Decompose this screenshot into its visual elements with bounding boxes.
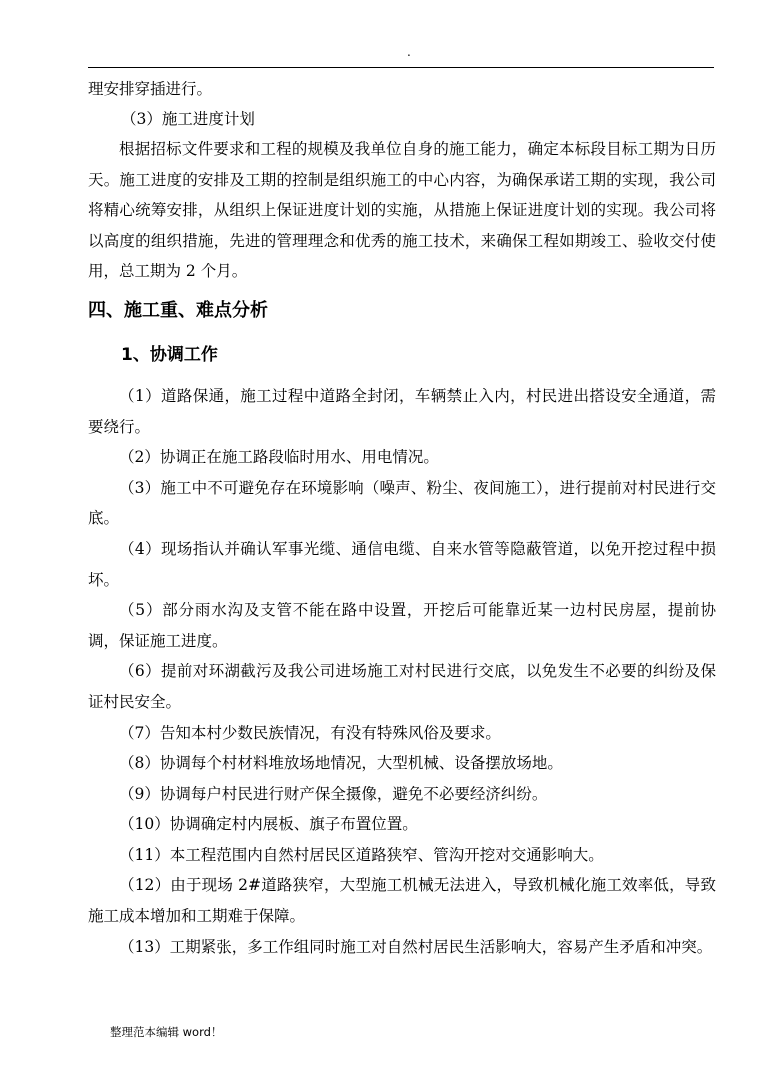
section-title: 四、施工重、难点分析 (88, 299, 268, 321)
schedule-subheading: （3）施工进度计划 (121, 110, 255, 128)
schedule-paragraph: 根据招标文件要求和工程的规模及我单位自身的施工能力，确定本标段目标工期为日历天。施工进度的安排及工期的控制是组织施工的中心内容，为确保承诺工期的实现，我公司将精心统筹安排，从组织上保证进度计划的实施，从措施上保证进度计划的实现。我公司将以高度的组织措施，先进的管理理念和优秀的施工技术，来确保工程如期竣工、验收交付使用，总工期为 2 个月。 (88, 140, 716, 281)
footer-text: 整理范本编辑 word！ (110, 1025, 223, 1039)
list-item: （9）协调每户村民进行财产保全摄像，避免不必要经济纠纷。 (119, 784, 548, 803)
list-item: （6）提前对环湖截污及我公司进场施工对村民进行交底，以免发生不必要的纠纷及保证村民安全。 (88, 662, 716, 711)
document-body (88, 74, 716, 962)
list-item: （8）协调每个村材料堆放场地情况，大型机械、设备摆放场地。 (119, 754, 563, 773)
subsection-title: 1、协调工作 (121, 344, 218, 365)
list-item: （11）本工程范围内自然村居民区道路狭窄、管沟开挖对交通影响大。 (119, 845, 604, 864)
list-item: （7）告知本村少数民族情况，有没有特殊风俗及要求。 (119, 723, 501, 742)
list-item: （12）由于现场 2#道路狭窄，大型施工机械无法进入，导致机械化施工效率低，导致施工成本增加和工期难于保障。 (88, 876, 716, 926)
header-mark: . (407, 45, 411, 59)
list-item: （5）部分雨水沟及支管不能在路中设置，开挖后可能靠近某一边村民房屋，提前协调，保证施工进度。 (88, 601, 716, 650)
list-item: （13）工期紧张，多工作组同时施工对自然村居民生活影响大，容易产生矛盾和冲突。 (119, 937, 713, 956)
list-item: （4）现场指认并确认军事光缆、通信电缆、自来水管等隐蔽管道，以免开挖过程中损坏。 (88, 539, 716, 589)
list-item: （2）协调正在施工路段临时用水、用电情况。 (119, 448, 439, 467)
continuation-line: 理安排穿插进行。 (88, 80, 213, 98)
list-item: （10）协调确定村内展板、旗子布置位置。 (119, 815, 418, 834)
list-item: （3）施工中不可避免存在环境影响（噪声、粉尘、夜间施工），进行提前对村民进行交底。 (88, 478, 716, 528)
header-rule (88, 67, 714, 68)
list-item: （1）道路保通，施工过程中道路全封闭，车辆禁止入内，村民进出搭设安全通道，需要绕行。 (88, 386, 716, 436)
